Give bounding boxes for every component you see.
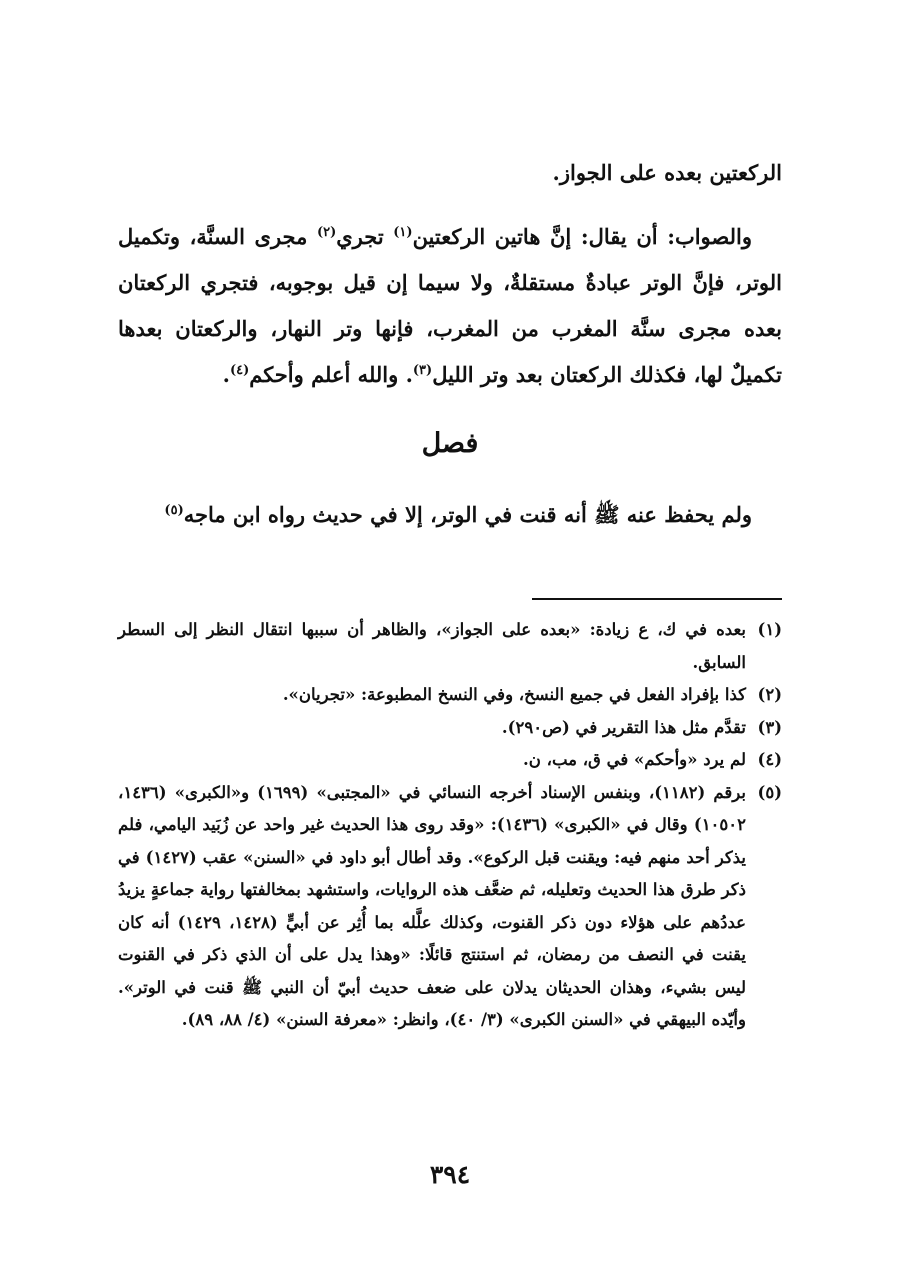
footnote-number: (٥) (757, 782, 782, 802)
footnote-number: (٤) (757, 750, 782, 769)
footnote-3 (118, 712, 782, 745)
section-heading: فصل (421, 428, 479, 459)
paragraph-qunut (118, 492, 782, 538)
paragraph-text: مجرى السنَّة، وتكميل الوتر، فإنَّ الوتر عبادةٌ مستقلةٌ، ولا سيما إن قيل بوجوبه، فتجري الركعتان بعده مجرى سنَّة المغرب من المغرب، فإنها وتر النهار، والركعتان بعدها تكميلٌ لها، فكذلك الركعتان بعد وتر الليل (118, 224, 782, 387)
paragraph-text: ولم يحفظ عنه ﷺ أنه قنت في الوتر، إلا في حديث رواه ابن ماجه (183, 502, 752, 527)
footnote-1 (118, 614, 782, 679)
footnote-ref-4[interactable]: (٤) (229, 363, 250, 378)
paragraph-text: . والله أعلم وأحكم (249, 362, 413, 387)
paragraph-continuation (118, 150, 782, 196)
paragraph-text: تجري (336, 224, 394, 249)
footnote-ref-1[interactable]: (١) (393, 225, 413, 240)
footnote-4 (118, 744, 782, 777)
paragraph-correct-view (118, 214, 782, 398)
footnote-2 (118, 679, 782, 712)
footnote-5 (118, 777, 782, 1037)
paragraph-continuation-text: الركعتين بعده على الجواز. (552, 160, 782, 185)
footnote-ref-3[interactable]: (٣) (412, 363, 433, 378)
footnote-number: (٣) (757, 717, 782, 737)
paragraph-text: . (222, 362, 230, 387)
footnote-ref-2[interactable]: (٢) (316, 225, 337, 240)
footnote-text: لم يرد «وأحكم» في ق، مب، ن. (523, 750, 746, 769)
footnote-ref-5[interactable]: (٥) (164, 503, 184, 518)
footnote-text: تقدَّم مثل هذا التقرير في (ص٢٩٠). (501, 717, 746, 737)
footnote-number: (٢) (757, 685, 782, 704)
body-text (118, 150, 782, 538)
footnotes-section (118, 614, 782, 1037)
main-text-block (118, 150, 782, 538)
footnote-text: بعده في ك، ع زيادة: «بعده على الجواز»، والظاهر أن سببها انتقال النظر إلى السطر السابق. (118, 620, 746, 672)
footnote-number: (١) (757, 620, 782, 639)
footnote-text: كذا بإفراد الفعل في جميع النسخ، وفي النسخ المطبوعة: «تجريان». (282, 685, 746, 704)
footnote-separator (532, 598, 782, 600)
footnote-text: برقم (١١٨٢)، وبنفس الإسناد أخرجه النسائي في «المجتبى» (١٦٩٩) و«الكبرى» (١٤٣٦، ١٠٥٠٢) وقال في «الكبرى» (١٤٣٦): «وقد روى هذا الحديث غير واحد عن زُبَيد اليامي، فلم يذكر أحد منهم فيه: ويقنت قبل الركوع». وقد أطال أبو داود في «السنن» عقب (١٤٢٧) في ذكر طرق هذا الحديث وتعليله، ثم ضعَّف هذه الروايات، واستشهد بمخالفتها رواية جماعةٍ يزيدُ عددُهم على هؤلاء دون ذكر القنوت، وكذلك علَّله بما أُثِر عن أبيٍّ (١٤٢٨، ١٤٢٩) أنه كان يقنت في النصف من رمضان، ثم استنتج قائلًا: «وهذا يدل على أن الذي ذكر في القنوت ليس بشيء، وهذان الحديثان يدلان على ضعف حديث أبيّ أن النبي ﷺ قنت في الوتر». وأيّده البيهقي في «السنن الكبرى» (٣/ ٤٠)، وانظر: «معرفة السنن» (٤/ ٨٨، ٨٩). (118, 782, 746, 1029)
page-number: ٣٩٤ (429, 1160, 471, 1189)
paragraph-text: والصواب: أن يقال: إنَّ هاتين الركعتين (412, 224, 752, 249)
